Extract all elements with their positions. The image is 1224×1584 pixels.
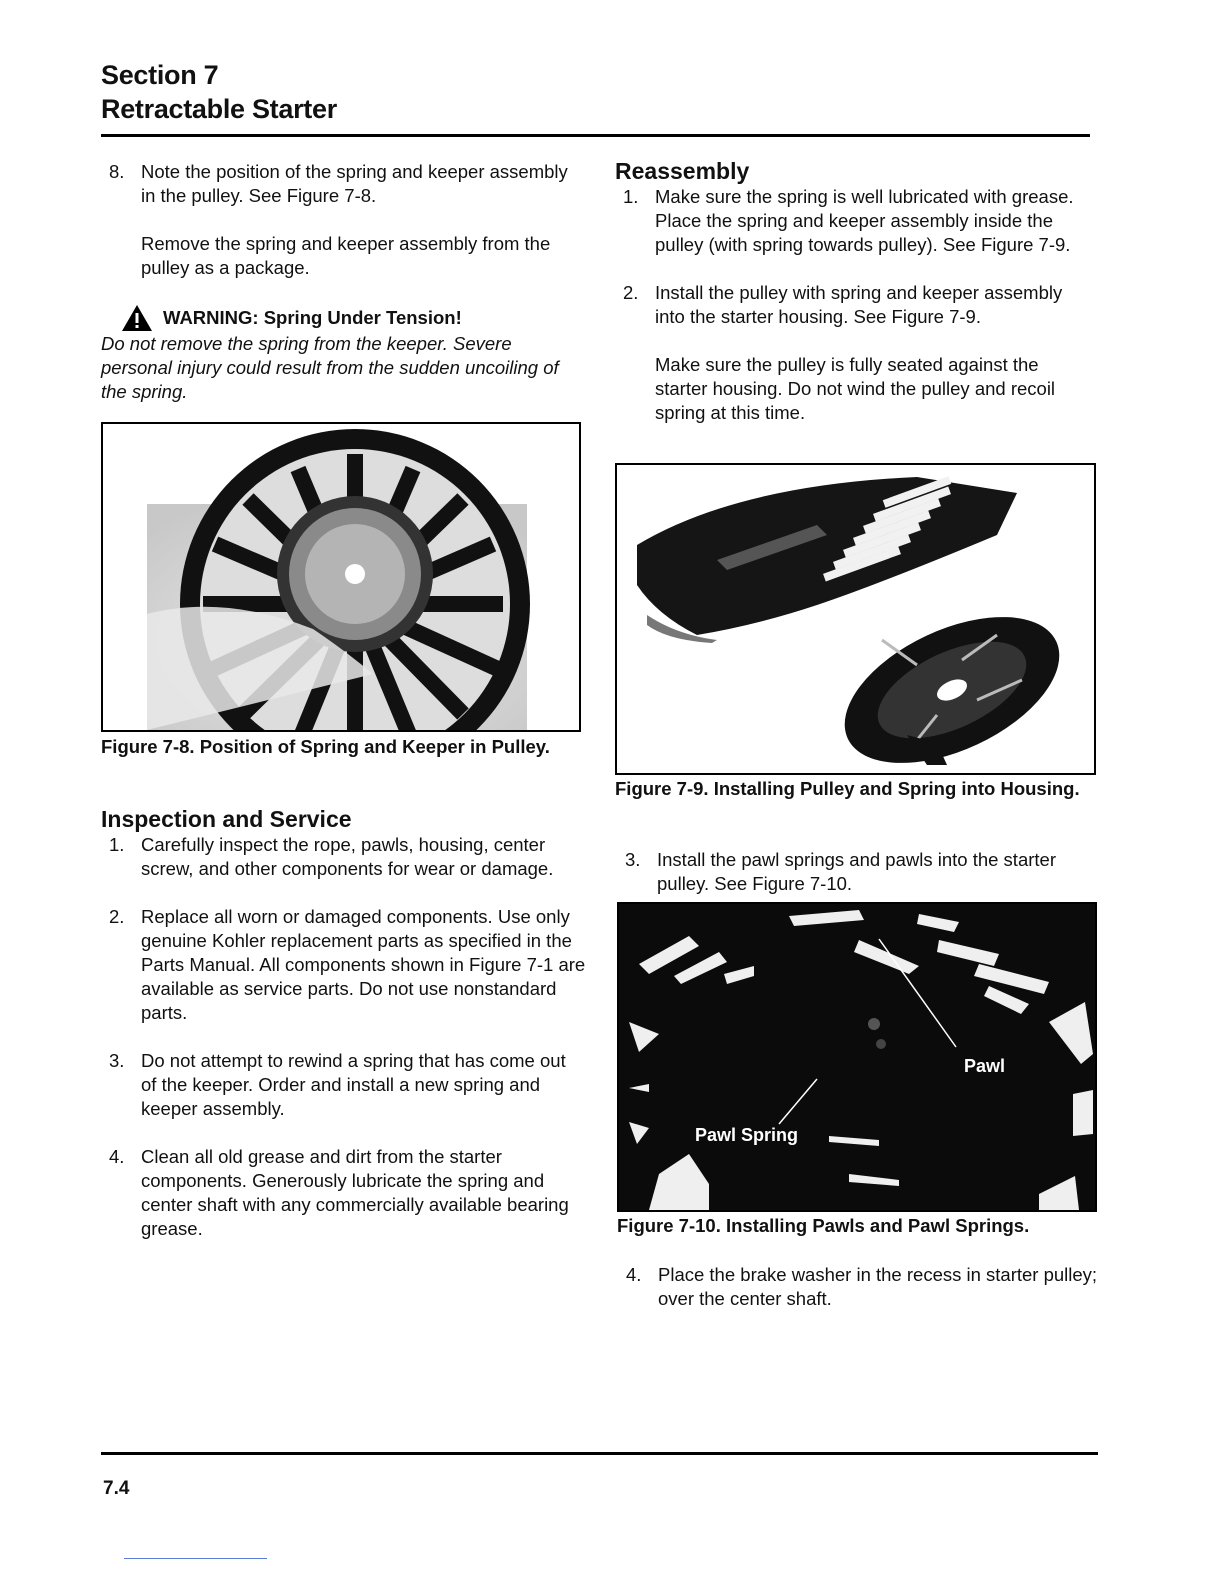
step-number: 3. — [109, 1050, 125, 1071]
inspection-item-1 — [101, 833, 586, 881]
figure-7-9-caption: Figure 7-9. Installing Pulley and Spring into Housing. — [615, 778, 1080, 799]
inspection-item-3 — [101, 1049, 586, 1121]
step-4 — [618, 1263, 1098, 1311]
figure-7-8-image — [101, 422, 581, 732]
inspection-section — [101, 805, 586, 1241]
step-number: 2. — [623, 282, 639, 303]
warning-body: Do not remove the spring from the keeper. Severe personal injury could result from the sudden uncoiling of the spring. — [101, 333, 559, 402]
step-text: Replace all worn or damaged components. Use only genuine Kohler replacement parts as specified in the Parts Manual. All components shown in Figure 7-1 are available as service parts. Do not use nonstandard parts. — [141, 906, 586, 1023]
step-number: 1. — [623, 186, 639, 207]
page-header — [101, 58, 337, 126]
warning-icon — [121, 304, 153, 332]
step-text: Install the pulley with spring and keeper assembly into the starter housing. See Figure 7-9. — [655, 282, 1063, 327]
reassembly-item-2 — [615, 281, 1095, 329]
figure-7-9-image — [615, 463, 1096, 775]
figure-7-10-caption: Figure 7-10. Installing Pawls and Pawl Springs. — [617, 1215, 1030, 1236]
step-3-block — [617, 848, 1097, 896]
inspection-item-4 — [101, 1145, 586, 1241]
pawl-spring-label: Pawl Spring — [695, 1125, 799, 1145]
step-8 — [101, 160, 586, 208]
step-text: Note the position of the spring and keeper assembly in the pulley. See Figure 7-8. — [141, 161, 568, 206]
figure-7-8-caption: Figure 7-8. Position of Spring and Keeper in Pulley. — [101, 736, 550, 757]
step-text: Make sure the spring is well lubricated with grease. Place the spring and keeper assembly inside the pulley (with spring towards pulley). See Figure 7-9. — [655, 186, 1074, 255]
step-number: 1. — [109, 834, 125, 855]
step-text: Place the brake washer in the recess in starter pulley; over the center shaft. — [658, 1264, 1098, 1309]
step-3 — [617, 848, 1097, 896]
step-number: 4. — [626, 1264, 642, 1285]
step-text: Carefully inspect the rope, pawls, housing, center screw, and other components for wear or damage. — [141, 834, 554, 879]
footer-rule — [101, 1452, 1098, 1455]
warning-block — [101, 304, 586, 404]
warning-title — [101, 304, 586, 332]
section-title: Retractable Starter — [101, 94, 337, 124]
pawl-label: Pawl — [964, 1056, 1006, 1076]
section-number: Section 7 — [101, 60, 219, 90]
inspection-item-2 — [101, 905, 586, 1025]
step-number: 4. — [109, 1146, 125, 1167]
step-4-block — [618, 1263, 1098, 1311]
step-number: 8. — [109, 161, 125, 182]
figure-7-10-image — [617, 902, 1097, 1212]
reassembly-section — [615, 157, 1095, 425]
step-number: 2. — [109, 906, 125, 927]
step-text: Install the pawl springs and pawls into the starter pulley. See Figure 7-10. — [657, 849, 1056, 894]
reassembly-item-2-continued: Make sure the pulley is fully seated against the starter housing. Do not wind the pulley and recoil spring at this time. — [655, 354, 1056, 423]
step-8-continued: Remove the spring and keeper assembly from the pulley as a package. — [141, 233, 551, 278]
step-text: Clean all old grease and dirt from the starter components. Generously lubricate the spring and center shaft with any commercially available bearing grease. — [141, 1146, 569, 1239]
page-number: 7.4 — [103, 1478, 130, 1499]
step-number: 3. — [625, 849, 641, 870]
left-column-top — [101, 160, 586, 404]
reassembly-item-1 — [615, 185, 1095, 257]
footer-link-line — [124, 1558, 267, 1559]
inspection-heading: Inspection and Service — [101, 806, 352, 832]
header-rule — [101, 134, 1090, 137]
step-text: Do not attempt to rewind a spring that has come out of the keeper. Order and install a new spring and keeper assembly. — [141, 1050, 566, 1119]
warning-title-text: WARNING: Spring Under Tension! — [163, 307, 462, 328]
reassembly-heading: Reassembly — [615, 158, 750, 184]
